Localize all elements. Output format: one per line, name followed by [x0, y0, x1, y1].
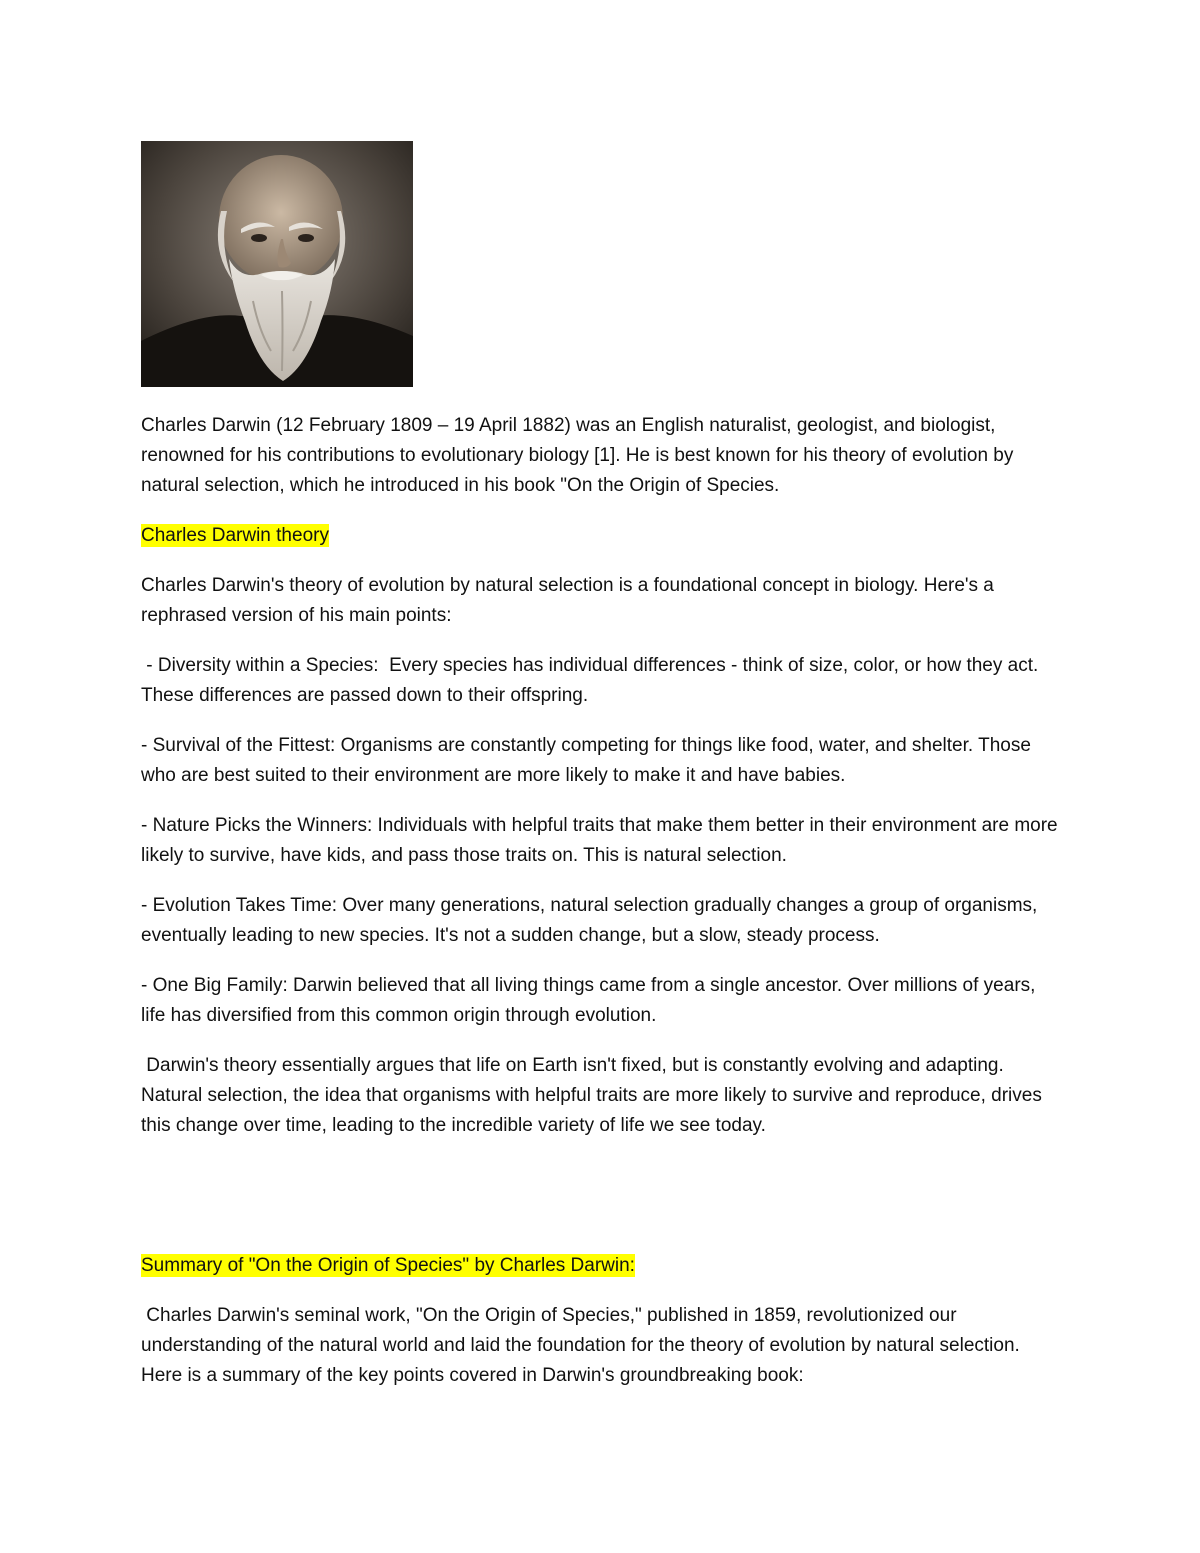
- blank-space: [141, 1161, 1061, 1251]
- point-diversity: - Diversity within a Species: Every species has individual differences - think of size, color, or how they act. These differences are passed down to their offspring.: [141, 655, 1049, 706]
- theory-intro-paragraph: Charles Darwin's theory of evolution by natural selection is a foundational concept in biology. Here's a rephrased version of his main points:: [141, 575, 994, 626]
- document-body: [141, 141, 1061, 1411]
- summary-heading-text: Summary of "On the Origin of Species" by Charles Darwin:: [141, 1255, 635, 1276]
- point-one-family: - One Big Family: Darwin believed that all living things came from a single ancestor. Over millions of years, life has diversified from this common origin through evolution.: [141, 975, 1036, 1026]
- darwin-portrait-image: [141, 141, 413, 387]
- point-evolution-time: - Evolution Takes Time: Over many generations, natural selection gradually changes a group of organisms, eventually leading to new species. It's not a sudden change, but a slow, steady process.: [141, 895, 1038, 946]
- theory-heading-text: Charles Darwin theory: [141, 525, 329, 546]
- theory-heading: [141, 521, 1061, 551]
- summary-intro-paragraph: Charles Darwin's seminal work, "On the Origin of Species," published in 1859, revolutionized our understanding of the natural world and laid the foundation for the theory of evolution by natural selection. Here is a summary of the key points covered in Darwin's groundbreaking book:: [141, 1305, 1026, 1386]
- summary-heading: [141, 1251, 1061, 1281]
- intro-paragraph: Charles Darwin (12 February 1809 – 19 April 1882) was an English naturalist, geologist, and biologist, renowned for his contributions to evolutionary biology [1]. He is best known for his theory of evolution by natural selection, which he introduced in his book "On the Origin of Species.: [141, 415, 1014, 496]
- point-nature-picks: - Nature Picks the Winners: Individuals with helpful traits that make them better in their environment are more likely to survive, have kids, and pass those traits on. This is natural selection.: [141, 815, 1058, 866]
- theory-conclusion-paragraph: Darwin's theory essentially argues that life on Earth isn't fixed, but is constantly evolving and adapting. Natural selection, the idea that organisms with helpful traits are more likely to survive and reproduce, drives this change over time, leading to the incredible variety of life we see today.: [141, 1055, 1048, 1136]
- point-survival: - Survival of the Fittest: Organisms are constantly competing for things like food, water, and shelter. Those who are best suited to their environment are more likely to make it and have babies.: [141, 735, 1031, 786]
